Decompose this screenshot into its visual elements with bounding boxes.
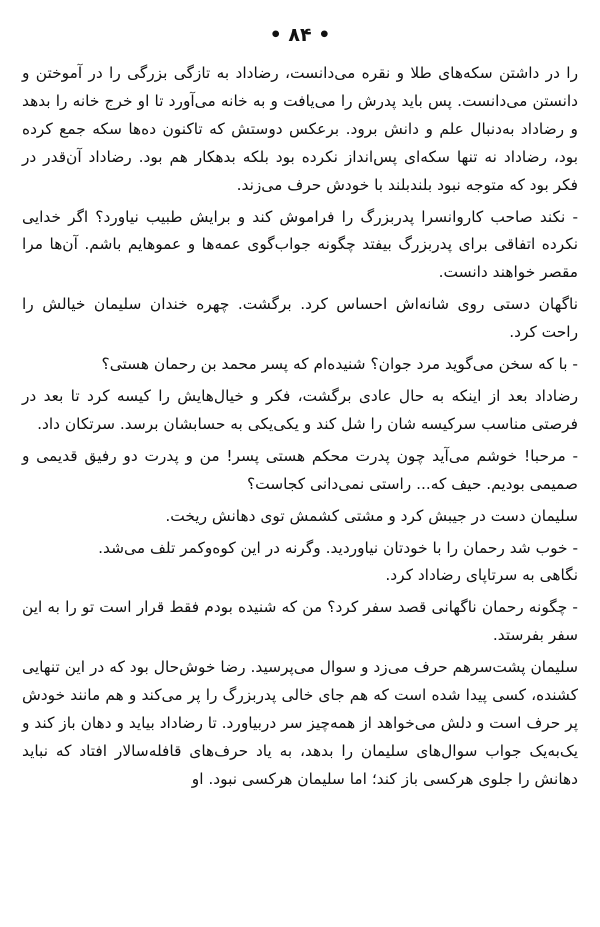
paragraph-10: - چگونه رحمان ناگهانی قصد سفر کرد؟ من که شنیده بودم فقط قرار است تو را به این سفر بفرستد. (22, 598, 578, 645)
paragraph-3: ناگهان دستی روی شانه‌اش احساس کرد. برگشت. چهره خندان سلیمان خیالش را راحت کرد. (22, 295, 578, 342)
paragraph-5: رضاداد بعد از اینکه به حال عادی برگشت، فکر و خیال‌هایش را کیسه کرد تا بعد در فرصتی مناسب سرکیسه شان را شل کند و یکی‌یکی به حسابشان برسد. سرتکان داد. (22, 386, 578, 433)
paragraph-9: نگاهی به سرتاپای رضاداد کرد. (385, 566, 578, 585)
paragraph-2: - نکند صاحب کاروانسرا پدربزرگ را فراموش کند و برایش طبیب نیاورد؟ اگر خدایی نکرده اتفاقی برای پدربزرگ بیفتد چگونه جواب‌گوی عمه‌ها و عموهایم باشم. آن‌ها مرا مقصر خواهند دانست. (22, 207, 578, 282)
paragraph-4: - با که سخن می‌گوید مرد جوان؟ شنیده‌ام که پسر محمد بن رحمان هستی؟ (101, 355, 578, 374)
paragraph-1: را در داشتن سکه‌های طلا و نقره می‌دانست، رضاداد به تازگی بزرگی را در آموختن و دانستن می‌دانست. پس باید پدرش را می‌یافت و به خانه می‌آورد تا او خرج خانه را بدهد و رضاداد به‌دنبال علم و دانش برود. برعکس دوستش که تاکنون ده‌ها سکه جمع کرده بود، رضاداد نه تنها سکه‌ای پس‌انداز نکرده بود بلکه بدهکار هم بود. رضاداد آن‌قدر در فکر بود که متوجه نبود بلندبلند با خودش حرف می‌زند. (22, 64, 578, 194)
paragraph-7: سلیمان دست در جیبش کرد و مشتی کشمش توی دهانش ریخت. (165, 506, 578, 525)
paragraph-8: - خوب شد رحمان را با خودتان نیاوردید. وگرنه در این کوه‌وکمر تلف می‌شد. (98, 538, 578, 557)
book-page (22, 24, 578, 917)
paragraph-6: - مرحبا! خوشم می‌آید چون پدرت محکم هستی پسر! من و پدرت دو رفیق قدیمی و صمیمی بودیم. حیف که... راستی نمی‌دانی کجاست؟ (22, 446, 578, 493)
page-number: • ۸۴ • (269, 24, 331, 46)
paragraph-11: سلیمان پشت‌سرهم حرف می‌زد و سوال می‌پرسید. رضا خوش‌حال بود که در این تنهایی کشنده، کسی پیدا شده است که هم جای خالی پدربزرگ را پر می‌کند و هم مانند خودش پر حرف است و دلش می‌خواهد از همه‌چیز سر دربیاورد. تا رضاداد بیاید و دهان باز کند و یک‌به‌یک جواب سوال‌های سلیمان را بدهد، به یاد حرف‌های قافله‌سالار افتاد که نباید دهانش را جلوی هرکسی باز کند؛ اما سلیمان هرکسی نبود. او (22, 658, 578, 788)
